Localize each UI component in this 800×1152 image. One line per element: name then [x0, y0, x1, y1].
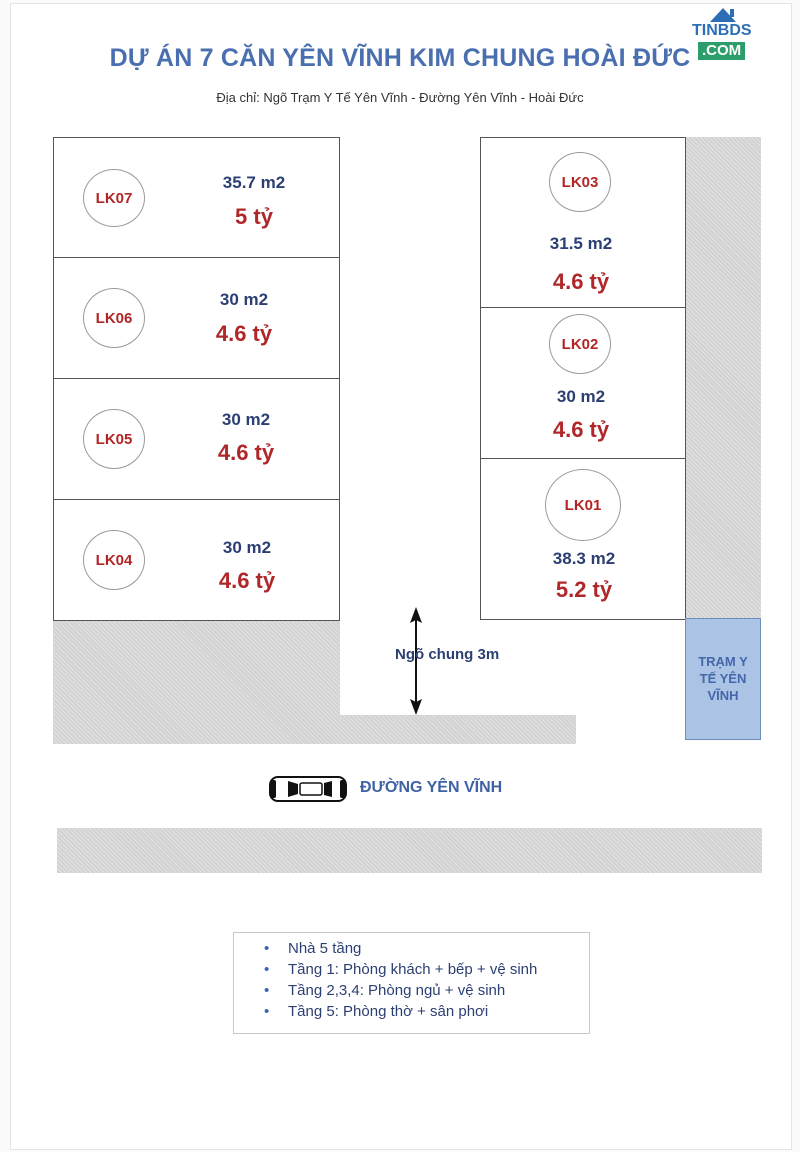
lot-code-badge: LK03	[549, 152, 611, 212]
common-alley-strip	[53, 715, 576, 744]
lot-price: 4.6 tỷ	[552, 417, 610, 442]
lot-code-badge: LK05	[83, 409, 145, 469]
lot-price: 4.6 tỷ	[218, 568, 276, 593]
lot-code-badge: LK01	[545, 469, 621, 541]
lot-area: 30 m2	[222, 538, 272, 557]
lot-price: 4.6 tỷ	[552, 269, 610, 294]
tinbds-logo	[688, 4, 758, 66]
list-item: • Nhà 5 tầng	[288, 938, 589, 959]
lot-lk06[interactable]	[53, 257, 340, 379]
lot-area: 30 m2	[219, 290, 269, 309]
logo-suffix-text: .COM	[698, 42, 745, 60]
lot-price: 4.6 tỷ	[215, 321, 273, 346]
lot-lk02[interactable]	[480, 307, 686, 459]
lot-code-badge: LK07	[83, 169, 145, 227]
lot-code-badge: LK02	[549, 314, 611, 374]
road-strip	[57, 828, 762, 873]
page-title: DỰ ÁN 7 CĂN YÊN VĨNH KIM CHUNG HOÀI ĐỨC	[109, 44, 691, 72]
lot-lk01[interactable]	[480, 458, 686, 620]
station-line-3: VĨNH	[707, 688, 739, 703]
lot-area: 30 m2	[556, 387, 606, 406]
health-station-label	[686, 653, 760, 704]
lot-area: 35.7 m2	[222, 173, 286, 192]
car-icon	[268, 774, 348, 804]
list-item: • Tầng 5: Phòng thờ + sân phơi	[288, 1001, 589, 1022]
station-line-2: TẾ YÊN	[699, 671, 747, 686]
lot-area: 38.3 m2	[552, 549, 616, 568]
lot-lk04[interactable]	[53, 499, 340, 621]
station-line-1: TRẠM Y	[698, 654, 748, 669]
lot-lk05[interactable]	[53, 378, 340, 500]
list-item: • Tầng 1: Phòng khách + bếp + vệ sinh	[288, 959, 589, 980]
lot-price: 5 tỷ	[235, 204, 273, 229]
address-line: Địa chỉ: Ngõ Trạm Y Tế Yên Vĩnh - Đường Yên Vĩnh - Hoài Đức	[216, 90, 584, 105]
list-item: • Tầng 2,3,4: Phòng ngủ + vệ sinh	[288, 980, 589, 1001]
features-box	[233, 932, 590, 1034]
alley-label: Ngõ chung 3m	[395, 646, 500, 663]
features-list	[234, 933, 589, 1022]
road-label: ĐƯỜNG YÊN VĨNH	[360, 779, 503, 796]
lot-lk03[interactable]	[480, 137, 686, 308]
lot-code-badge: LK04	[83, 530, 145, 590]
lot-price: 5.2 tỷ	[555, 577, 613, 602]
health-station-block	[685, 618, 761, 740]
lot-area: 31.5 m2	[549, 234, 613, 253]
lot-code-badge: LK06	[83, 288, 145, 348]
right-side-strip	[685, 137, 761, 619]
lot-price: 4.6 tỷ	[217, 440, 275, 465]
lot-area: 30 m2	[221, 410, 271, 429]
logo-brand-text: TINBDS	[692, 22, 752, 39]
lot-lk07[interactable]	[53, 137, 340, 258]
